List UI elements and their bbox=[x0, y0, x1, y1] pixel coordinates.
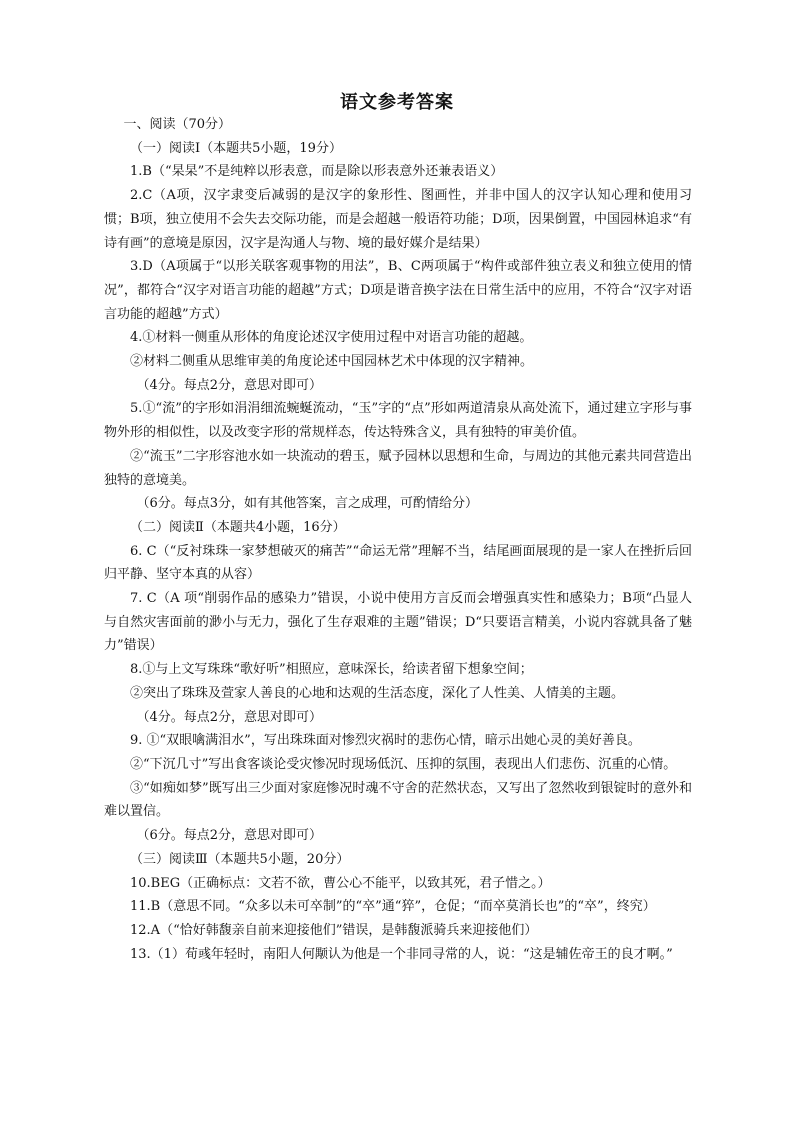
section-heading: 一、阅读（70分） bbox=[123, 117, 232, 132]
answer-2: 2.C（A项，汉字隶变后减弱的是汉字的象形性、图画性，并非中国人的汉字认知心理和使用习惯；B项，独立使用不会失去交际功能，而是会超越一般语符功能；D项，因果倒置，中国园林追求“有诗有画”的意境是原因，汉字是沟通人与物、境的最好媒介是结果） bbox=[104, 188, 692, 251]
answer-9-point-3: ③“如痴如梦”既写出三少面对家庭惨况时魂不守舍的茫然状态，又写出了忽然收到银锭时的意外和难以置信。 bbox=[104, 780, 692, 820]
answer-1: 1.B（“杲杲”不是纯粹以形表意，而是除以形表意外还兼表语义） bbox=[130, 164, 504, 180]
answer-4-point-2: ②材料二侧重从思维审美的角度论述中国园林艺术中体现的汉字精神。 bbox=[130, 354, 534, 370]
answer-6: 6. C（“反衬珠珠一家梦想破灭的痛苦”“命运无常”理解不当，结尾画面展现的是一家人在挫折后回归平静、坚守本真的从容） bbox=[104, 543, 692, 583]
answer-8-scoring: （4分。每点2分，意思对即可） bbox=[136, 709, 323, 725]
answer-10: 10.BEG（正确标点：文若不欲，曹公心不能平，以致其死，君子惜之。） bbox=[130, 875, 551, 891]
answer-8-point-2: ②突出了珠珠及萱家人善良的心地和达观的生活态度，深化了人性美、人情美的主题。 bbox=[130, 685, 625, 701]
answer-7: 7. C（A 项“削弱作品的感染力”错误，小说中使用方言反而会增强真实性和感染力；B项“凸显人与自然灾害面前的渺小与无力，强化了生存艰难的主题”错误；D“只要语言精美，小说内容就具备了魅力”错误） bbox=[104, 591, 692, 654]
subsection-heading: （一）阅读Ⅰ（本题共5小题，19分） bbox=[130, 140, 342, 156]
answer-5-point-2: ②“流玉”二字形容池水如一块流动的碧玉，赋予园林以思想和生命，与周边的其他元素共同营造出独特的意境美。 bbox=[104, 448, 692, 488]
answer-4-point-1: 4.①材料一侧重从形体的角度论述汉字使用过程中对语言功能的超越。 bbox=[130, 330, 533, 346]
answer-8-point-1: 8.①与上文写珠珠“歌好听”相照应，意味深长，给读者留下想象空间； bbox=[130, 662, 533, 678]
answer-12: 12.A（“恰好韩馥亲自前来迎接他们”错误，是韩馥派骑兵来迎接他们） bbox=[130, 922, 538, 938]
answer-11: 11.B（意思不同。“众多以未可卒制”的“卒”通“猝”，仓促；“而卒莫消长也”的“卒”，终究） bbox=[130, 899, 656, 915]
subsection-heading: （二）阅读Ⅱ（本题共4小题，16分） bbox=[130, 519, 346, 535]
answer-3: 3.D（A项属于“以形关联客观事物的用法”，B、C两项属于“构件或部件独立表义和独立使用的情况”，都符合“汉字对语言功能的超越”方式；D项是谐音换字法在日常生活中的应用，不符合“汉字对语言功能的超越”方式） bbox=[104, 259, 692, 322]
answer-13: 13.（1）荀彧年轻时，南阳人何颙认为他是一个非同寻常的人，说：“这是辅佐帝王的良才啊。” bbox=[130, 946, 673, 962]
answer-9-point-2: ②“下沉几寸”写出食客谈论受灾惨况时现场低沉、压抑的氛围，表现出人们悲伤、沉重的心情。 bbox=[130, 756, 677, 772]
subsection-heading: （三）阅读Ⅲ（本题共5小题，20分） bbox=[130, 851, 350, 867]
answer-9-point-1: 9. ①“双眼噙满泪水”，写出珠珠面对惨烈灾祸时的悲伤心情，暗示出她心灵的美好善良。 bbox=[130, 733, 641, 749]
answer-4-scoring: （4分。每点2分，意思对即可） bbox=[136, 377, 323, 393]
page-title: 语文参考答案 bbox=[340, 92, 454, 113]
answer-9-scoring: （6分。每点2分，意思对即可） bbox=[136, 828, 323, 844]
answer-5-point-1: 5.①“流”的字形如涓涓细流蜿蜒流动，“玉”字的“点”形如两道清泉从高处流下，通过建立字形与事物外形的相似性，以及改变字形的常规样态，传达特殊含义，具有独特的审美价值。 bbox=[104, 401, 692, 441]
answer-5-scoring: （6分。每点3分，如有其他答案，言之成理，可酌情给分） bbox=[136, 496, 479, 512]
answer-body bbox=[104, 113, 692, 966]
